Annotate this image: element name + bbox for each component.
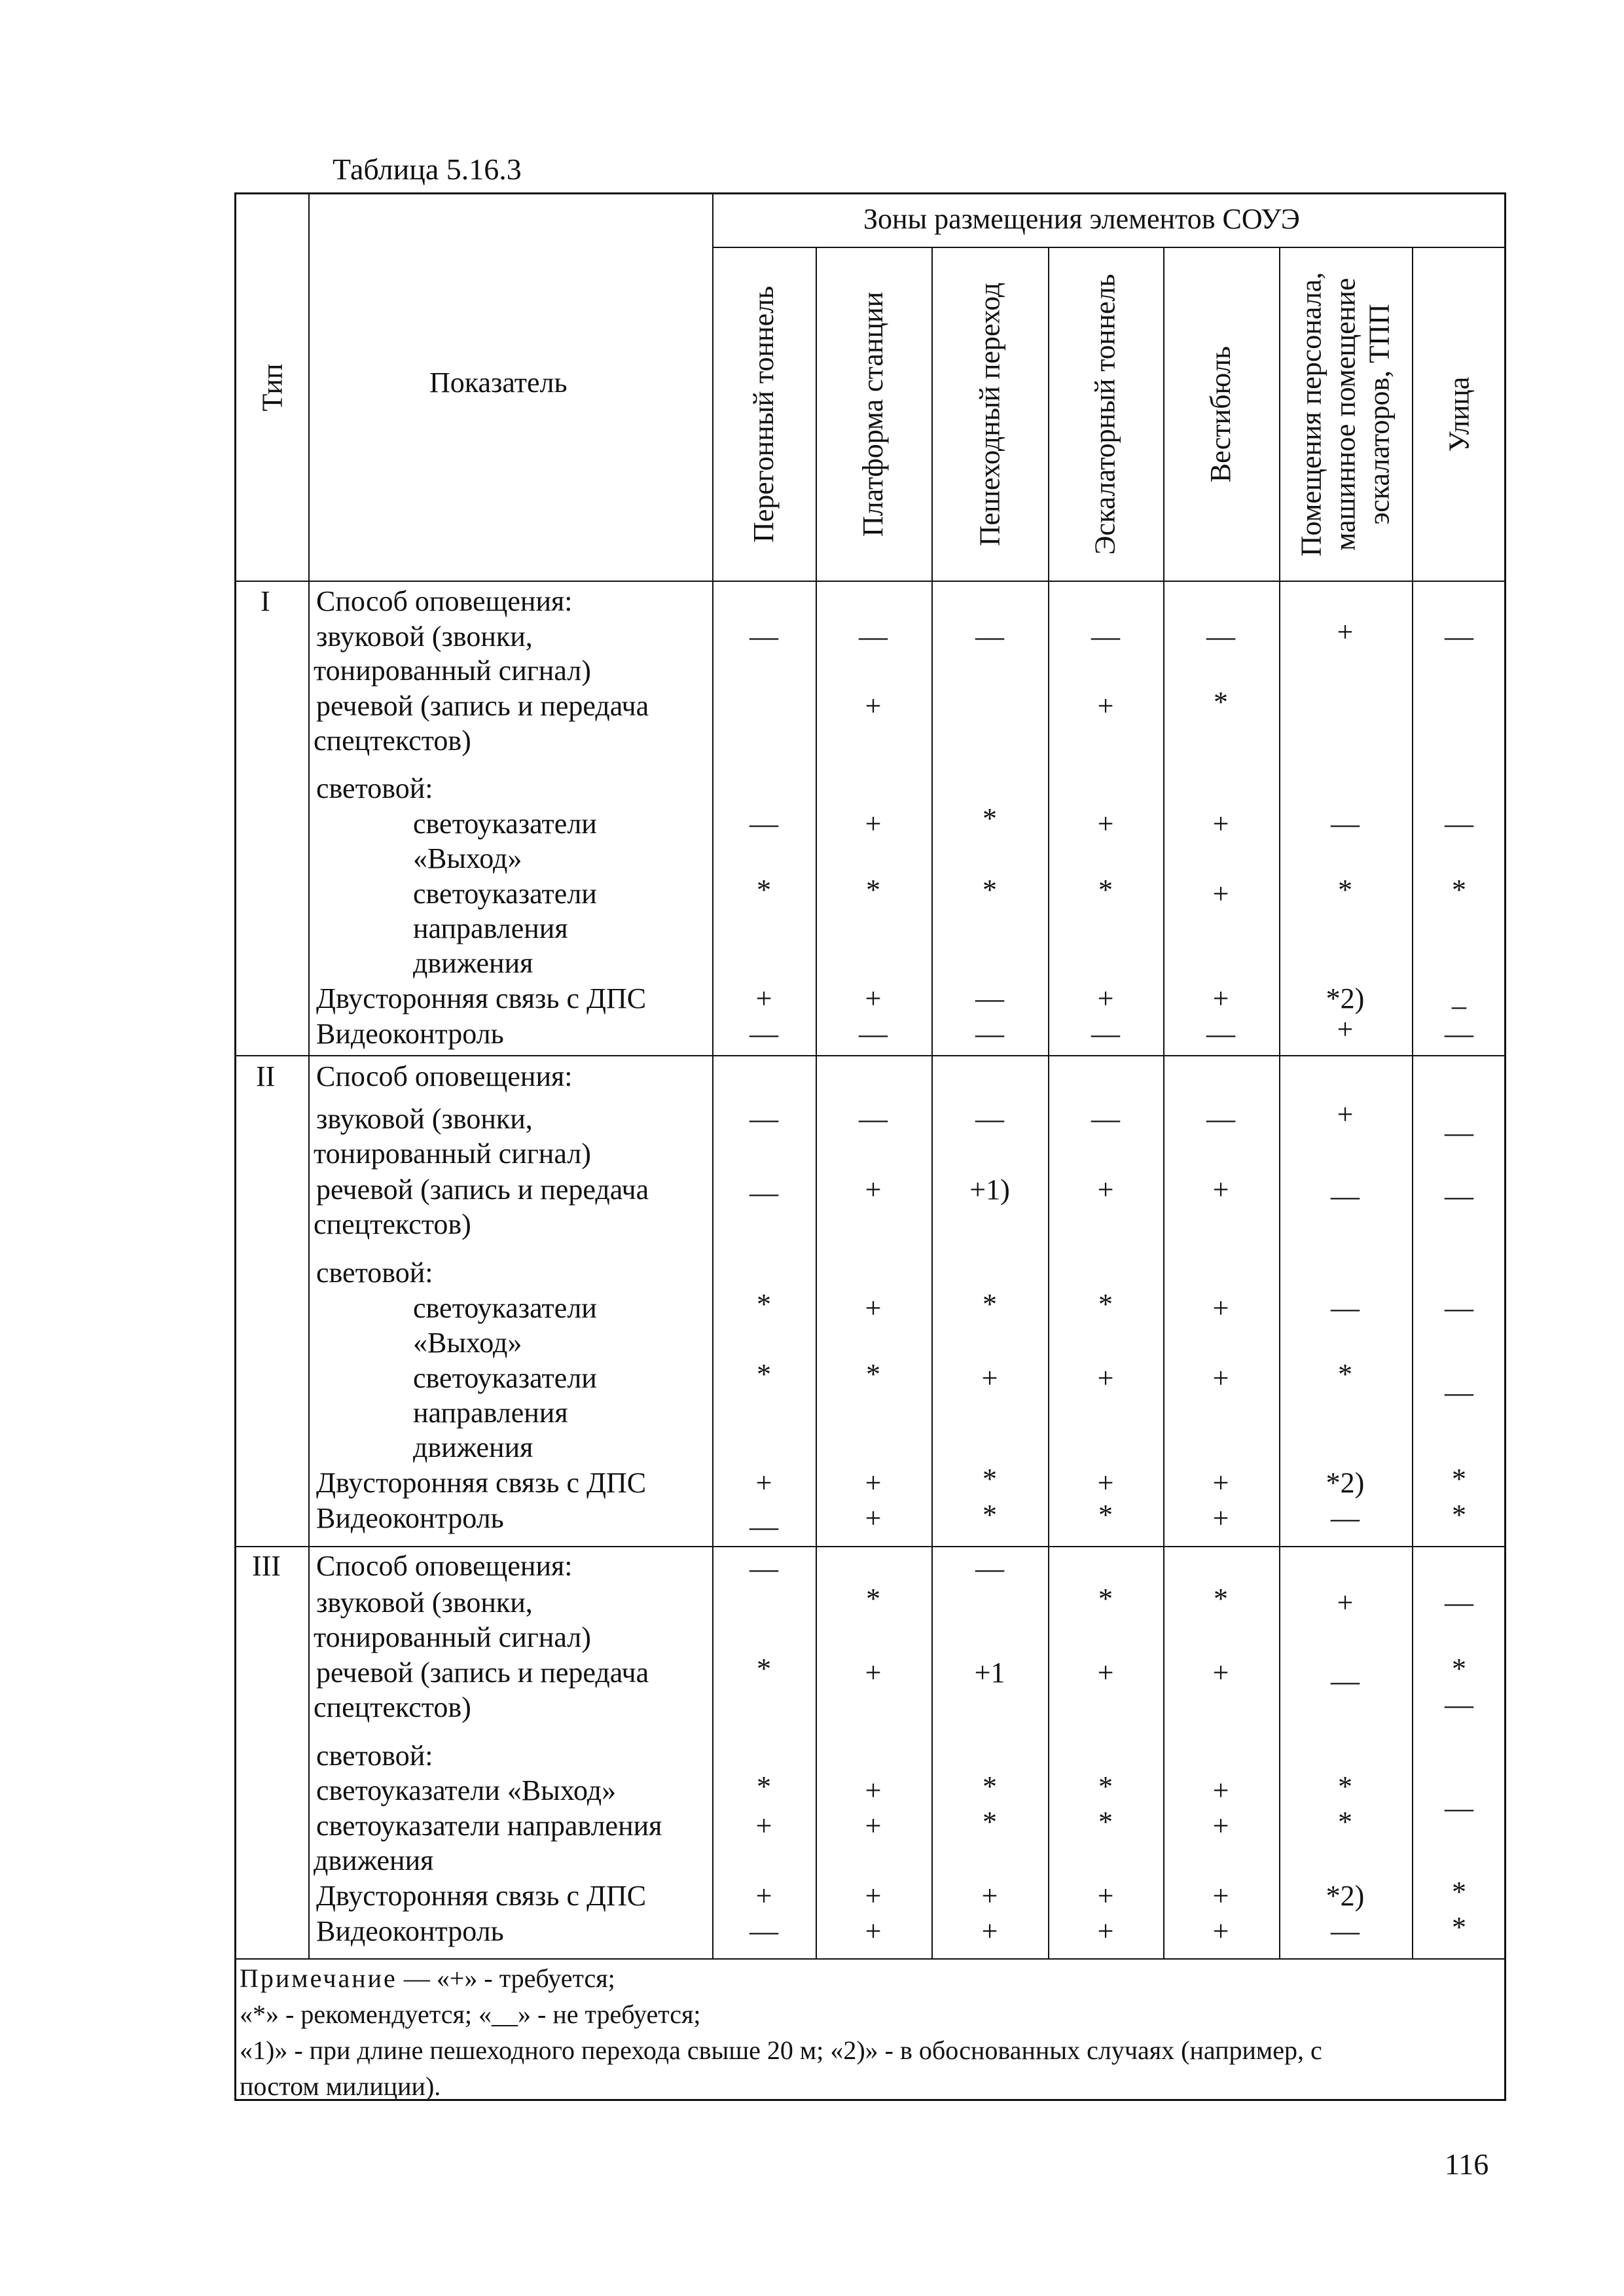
cell-mark: + (1097, 690, 1114, 722)
cell-mark: — (859, 1018, 888, 1050)
row-label: звуковой (звонки, (316, 1587, 533, 1619)
cell-mark: * (757, 1288, 771, 1320)
row-label: Способ оповещения: (316, 1060, 573, 1092)
row-label: речевой (запись и передача (316, 1657, 649, 1689)
row-label: направления (413, 1397, 568, 1429)
cell-mark: + (1097, 1880, 1114, 1912)
cell-mark: — (749, 1915, 778, 1947)
cell-mark: — (1445, 1117, 1473, 1149)
col-2-label: Платформа станции (857, 291, 890, 537)
row-label: спецтекстов) (314, 1208, 471, 1240)
row-label: спецтекстов) (314, 1691, 471, 1723)
note-text-1: — «+» - требуется; (397, 1964, 615, 1993)
cell-mark: + (1212, 1502, 1229, 1534)
row-divider (236, 1958, 1506, 1960)
cell-mark: — (1445, 1292, 1473, 1324)
cell-mark: + (1212, 982, 1229, 1014)
row-label: Двусторонняя связь с ДПС (316, 982, 647, 1014)
cell-mark: — (1445, 1180, 1473, 1212)
cell-mark: + (865, 1467, 882, 1499)
cell-mark: +1) (969, 1174, 1010, 1206)
col-6-label (1295, 272, 1397, 557)
row-label: Способ оповещения: (316, 585, 573, 617)
cell-mark: * (1452, 1911, 1466, 1943)
row-label: световой: (316, 1740, 433, 1772)
cell-mark: — (1331, 1665, 1360, 1697)
type-label: II (256, 1060, 276, 1092)
cell-mark: — (1091, 1103, 1120, 1135)
cell-mark: — (1445, 620, 1473, 653)
note-line-4: постом милиции). (240, 2072, 441, 2101)
row-divider (236, 581, 1506, 582)
row-label: тонированный сигнал) (314, 1621, 591, 1653)
cell-mark: + (1212, 1657, 1229, 1689)
header-type-label: Тип (256, 363, 288, 412)
cell-mark: * (983, 1288, 997, 1320)
cell-mark: *2) (1326, 1467, 1365, 1499)
header-indicator: Показатель (429, 367, 568, 399)
cell-mark: + (1212, 808, 1229, 840)
row-label: речевой (запись и передача (316, 1174, 649, 1206)
row-label: звуковой (звонки, (316, 1103, 533, 1135)
cell-mark: * (1098, 1770, 1113, 1803)
cell-mark: — (975, 620, 1004, 653)
cell-mark: — (749, 808, 778, 840)
cell-mark: — (1331, 808, 1360, 840)
row-label: «Выход» (413, 1327, 522, 1359)
cell-mark: + (1212, 1880, 1229, 1912)
page-number: 116 (1445, 2147, 1489, 2181)
cell-mark: — (749, 620, 778, 653)
cell-mark: — (859, 620, 888, 653)
cell-mark: — (749, 1177, 778, 1209)
cell-mark: + (1097, 1174, 1114, 1206)
cell-mark: * (983, 874, 997, 906)
row-label: светоуказатели (413, 1362, 597, 1394)
cell-mark: * (1338, 874, 1352, 906)
cell-mark: * (1098, 874, 1113, 906)
cell-mark: + (1337, 1098, 1354, 1130)
cell-mark: * (866, 1358, 880, 1390)
cell-mark: + (1212, 1292, 1229, 1324)
col-1-label: Перегонный тоннель (748, 285, 780, 543)
cell-mark: — (1445, 1018, 1473, 1050)
header-col-1 (712, 248, 816, 581)
cell-mark: — (1206, 1018, 1235, 1050)
cell-mark: — (749, 1511, 778, 1543)
cell-mark: — (1206, 1103, 1235, 1135)
cell-mark: * (757, 1358, 771, 1390)
cell-mark: — (975, 1552, 1004, 1585)
cell-mark: — (1445, 1376, 1473, 1408)
cell-mark: * (983, 1806, 997, 1838)
row-label: спецтекстов) (314, 725, 471, 757)
cell-mark: — (1445, 808, 1473, 840)
row-label: световой: (316, 772, 433, 804)
cell-mark: — (859, 1103, 888, 1135)
row-label: Видеоконтроль (316, 1915, 504, 1947)
cell-mark: — (749, 1018, 778, 1050)
cell-mark: + (1337, 1013, 1354, 1045)
cell-mark: + (865, 1810, 882, 1842)
cell-mark: — (1331, 1180, 1360, 1212)
cell-mark: + (865, 1880, 882, 1912)
header-col-5 (1163, 248, 1279, 581)
cell-mark: + (981, 1362, 998, 1394)
cell-mark: + (865, 1502, 882, 1534)
row-divider (236, 1546, 1506, 1547)
cell-mark: + (1097, 982, 1114, 1014)
cell-mark: + (1097, 1362, 1114, 1394)
row-label: Способ оповещения: (316, 1550, 573, 1582)
cell-mark: * (1098, 1499, 1113, 1531)
cell-mark: — (1206, 620, 1235, 653)
header-col-2 (816, 248, 931, 581)
type-label: III (252, 1550, 281, 1582)
cell-mark: * (1338, 1806, 1352, 1838)
row-label: светоуказатели «Выход» (316, 1774, 617, 1806)
cell-mark: — (975, 1103, 1004, 1135)
row-label: Двусторонняя связь с ДПС (316, 1880, 647, 1912)
cell-mark: * (866, 1583, 880, 1615)
cell-mark: + (865, 1657, 882, 1689)
cell-mark: _ (1452, 980, 1466, 1012)
cell-mark: + (865, 982, 882, 1014)
cell-mark: * (866, 874, 880, 906)
header-col-3 (931, 248, 1048, 581)
row-label: Видеоконтроль (316, 1502, 504, 1534)
row-label: светоуказатели направления (316, 1810, 662, 1842)
cell-mark: + (755, 1880, 772, 1912)
cell-mark: * (757, 874, 771, 906)
row-label: «Выход» (413, 842, 522, 874)
cell-mark: + (755, 1467, 772, 1499)
cell-mark: * (1214, 686, 1228, 718)
col-5-label: Вестибюль (1204, 346, 1237, 483)
cell-mark: + (1212, 1810, 1229, 1842)
cell-mark: * (983, 1770, 997, 1803)
row-label: тонированный сигнал) (314, 655, 591, 687)
note-line-3: «1)» - при длине пешеходного перехода свыше 20 м; «2)» - в обоснованных случаях (например, с (240, 2036, 1322, 2065)
cell-mark: + (1337, 616, 1354, 648)
row-label: Двусторонняя связь с ДПС (316, 1467, 647, 1499)
table-caption: Таблица 5.16.3 (333, 152, 522, 186)
row-divider (236, 1055, 1506, 1056)
col-7-label: Улица (1443, 376, 1475, 452)
cell-mark: * (983, 1499, 997, 1531)
header-col-7 (1412, 248, 1506, 581)
header-type (236, 194, 308, 581)
cell-mark: * (1214, 1583, 1228, 1615)
cell-mark: + (1337, 1587, 1354, 1619)
cell-mark: * (1452, 1653, 1466, 1685)
cell-mark: + (1097, 808, 1114, 840)
row-label: тонированный сигнал) (314, 1138, 591, 1170)
cell-mark: + (1212, 1774, 1229, 1806)
cell-mark: — (1331, 1502, 1360, 1534)
cell-mark: — (1331, 1292, 1360, 1324)
cell-mark: * (1452, 1499, 1466, 1531)
cell-mark: — (749, 1103, 778, 1135)
row-label: направления (413, 912, 568, 944)
col-3-label: Пешеходный переход (973, 282, 1006, 547)
cell-mark: — (1331, 1915, 1360, 1947)
cell-mark: + (1097, 1915, 1114, 1947)
cell-mark: * (1338, 1770, 1352, 1803)
row-label: световой: (316, 1257, 433, 1289)
cell-mark: + (1212, 1467, 1229, 1499)
cell-mark: — (749, 1552, 778, 1585)
cell-mark: * (1098, 1288, 1113, 1320)
note-line-2: «*» - рекомендуется; «__» - не требуется; (240, 2000, 701, 2029)
cell-mark: * (1338, 1358, 1352, 1390)
cell-mark: +1 (974, 1657, 1005, 1689)
cell-mark: * (983, 1463, 997, 1495)
cell-mark: + (1212, 1915, 1229, 1947)
cell-mark: + (1212, 1362, 1229, 1394)
row-label: светоуказатели (413, 1292, 597, 1324)
cell-mark: * (757, 1653, 771, 1685)
cell-mark: *2) (1326, 982, 1365, 1014)
row-label: светоуказатели (413, 878, 597, 910)
row-label: Видеоконтроль (316, 1018, 504, 1050)
cell-mark: + (1212, 878, 1229, 910)
row-label: движения (413, 947, 533, 979)
cell-mark: — (1445, 1689, 1473, 1721)
cell-mark: + (981, 1915, 998, 1947)
row-label: движения (314, 1844, 434, 1876)
cell-mark: — (1091, 620, 1120, 653)
header-zones-title: Зоны размещения элементов СОУЭ (863, 203, 1300, 235)
cell-mark: — (1445, 1587, 1473, 1619)
cell-mark: + (865, 690, 882, 722)
cell-mark: * (1098, 1806, 1113, 1838)
cell-mark: + (865, 1292, 882, 1324)
note-line-1 (240, 1960, 615, 1996)
header-col-6 (1279, 248, 1412, 581)
row-label: звуковой (звонки, (316, 620, 533, 653)
cell-mark: + (981, 1880, 998, 1912)
cell-mark: + (865, 1174, 882, 1206)
cell-mark: * (1098, 1583, 1113, 1615)
cell-mark: + (1097, 1467, 1114, 1499)
col-6-line-3: эскалаторов, ТПП (1363, 304, 1396, 525)
cell-mark: + (1097, 1657, 1114, 1689)
row-label: движения (413, 1431, 533, 1463)
cell-mark: * (1452, 1463, 1466, 1495)
note-label: Примечание (240, 1964, 397, 1993)
col-divider (308, 194, 310, 1958)
row-label: речевой (запись и передача (316, 690, 649, 722)
col-6-line-2: машинное помещение (1329, 278, 1362, 551)
type-label: I (261, 585, 270, 617)
header-col-4 (1048, 248, 1163, 581)
cell-mark: * (1452, 1876, 1466, 1908)
cell-mark: + (755, 982, 772, 1014)
cell-mark: *2) (1326, 1880, 1365, 1912)
col-6-line-1: Помещения персонала, (1295, 272, 1327, 557)
cell-mark: * (983, 802, 997, 834)
cell-mark: — (1445, 1792, 1473, 1824)
cell-mark: + (865, 1915, 882, 1947)
data-table (234, 192, 1506, 2101)
cell-mark: + (865, 808, 882, 840)
cell-mark: + (1212, 1174, 1229, 1206)
row-label: светоуказатели (413, 808, 597, 840)
cell-mark: * (1452, 874, 1466, 906)
cell-mark: * (757, 1770, 771, 1803)
cell-mark: — (975, 1018, 1004, 1050)
cell-mark: — (1091, 1018, 1120, 1050)
cell-mark: — (975, 982, 1004, 1014)
col-4-label: Эскалаторный тоннель (1089, 274, 1121, 555)
cell-mark: + (755, 1810, 772, 1842)
cell-mark: + (865, 1774, 882, 1806)
